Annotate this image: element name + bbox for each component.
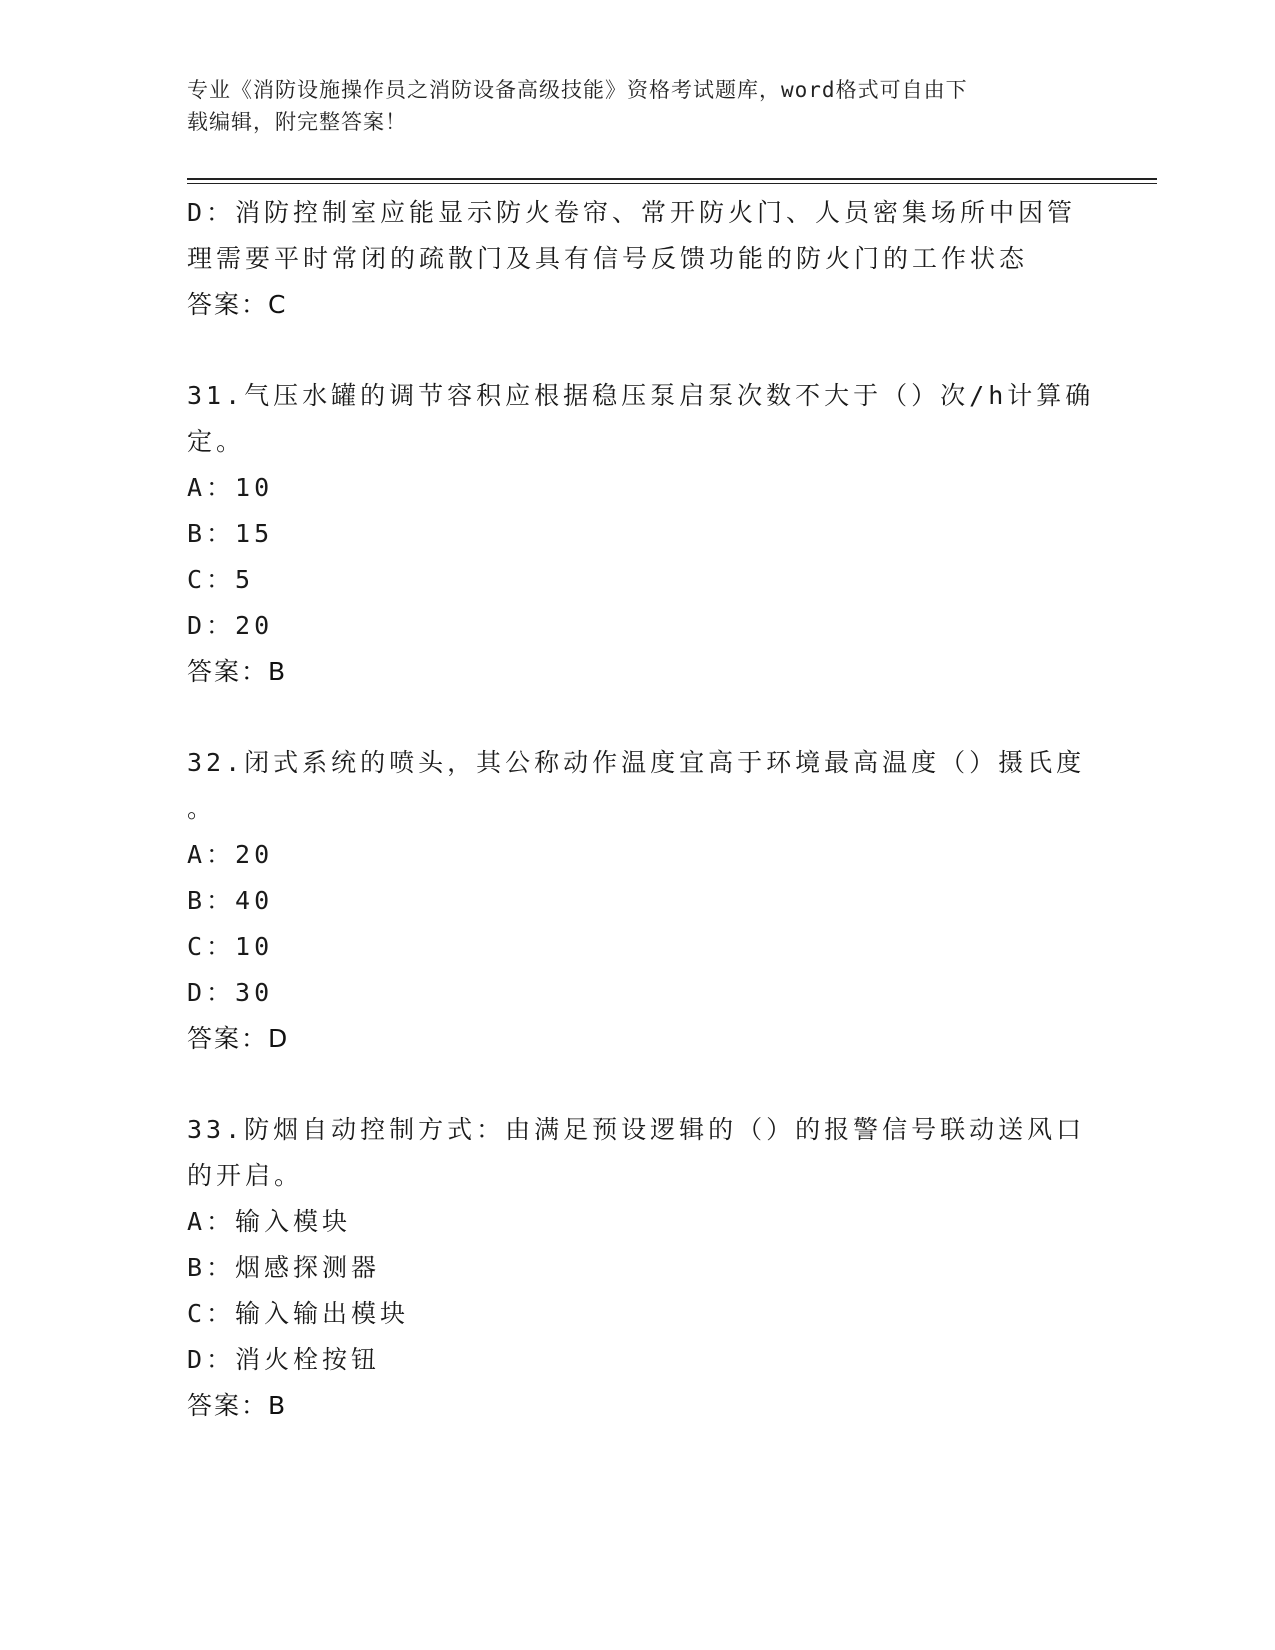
question-stem-line-2: 。 bbox=[187, 794, 217, 823]
header-line-1: 专业《消防设施操作员之消防设备高级技能》资格考试题库，word格式可自由下 bbox=[187, 78, 968, 102]
option-d-line-1: D：消防控制室应能显示防火卷帘、常开防火门、人员密集场所中因管 bbox=[187, 198, 1077, 227]
previous-question-tail bbox=[187, 190, 1087, 328]
answer-line: 答案：B bbox=[187, 657, 288, 686]
question-stem-line-1: 33.防烟自动控制方式：由满足预设逻辑的（）的报警信号联动送风口 bbox=[187, 1115, 1086, 1144]
option-b: B：40 bbox=[187, 886, 274, 915]
question-32 bbox=[187, 740, 1087, 1062]
option-c: C：输入输出模块 bbox=[187, 1299, 410, 1328]
question-stem-line-2: 定。 bbox=[187, 427, 246, 456]
question-33 bbox=[187, 1107, 1087, 1429]
option-d-line-2: 理需要平时常闭的疏散门及具有信号反馈功能的防火门的工作状态 bbox=[187, 244, 1029, 273]
answer-line: 答案：C bbox=[187, 290, 288, 319]
option-a: A：20 bbox=[187, 840, 274, 869]
option-c: C：10 bbox=[187, 932, 274, 961]
document-header bbox=[187, 74, 1067, 138]
header-divider-thick bbox=[187, 178, 1157, 180]
option-c: C：5 bbox=[187, 565, 255, 594]
option-d: D：消火栓按钮 bbox=[187, 1345, 381, 1374]
option-a: A：输入模块 bbox=[187, 1207, 352, 1236]
question-stem-line-1: 32.闭式系统的喷头，其公称动作温度宜高于环境最高温度（）摄氏度 bbox=[187, 748, 1086, 777]
option-a: A：10 bbox=[187, 473, 274, 502]
header-line-2: 载编辑，附完整答案！ bbox=[187, 110, 407, 134]
question-31 bbox=[187, 373, 1095, 695]
option-b: B：15 bbox=[187, 519, 274, 548]
question-list bbox=[187, 190, 1095, 1429]
header-divider-thin bbox=[187, 183, 1157, 184]
question-stem-line-1: 31.气压水罐的调节容积应根据稳压泵启泵次数不大于（）次/h计算确 bbox=[187, 381, 1095, 410]
option-b: B：烟感探测器 bbox=[187, 1253, 381, 1282]
option-d: D：30 bbox=[187, 978, 274, 1007]
answer-line: 答案：B bbox=[187, 1391, 288, 1420]
option-d: D：20 bbox=[187, 611, 274, 640]
answer-line: 答案：D bbox=[187, 1024, 290, 1053]
question-stem-line-2: 的开启。 bbox=[187, 1161, 304, 1190]
